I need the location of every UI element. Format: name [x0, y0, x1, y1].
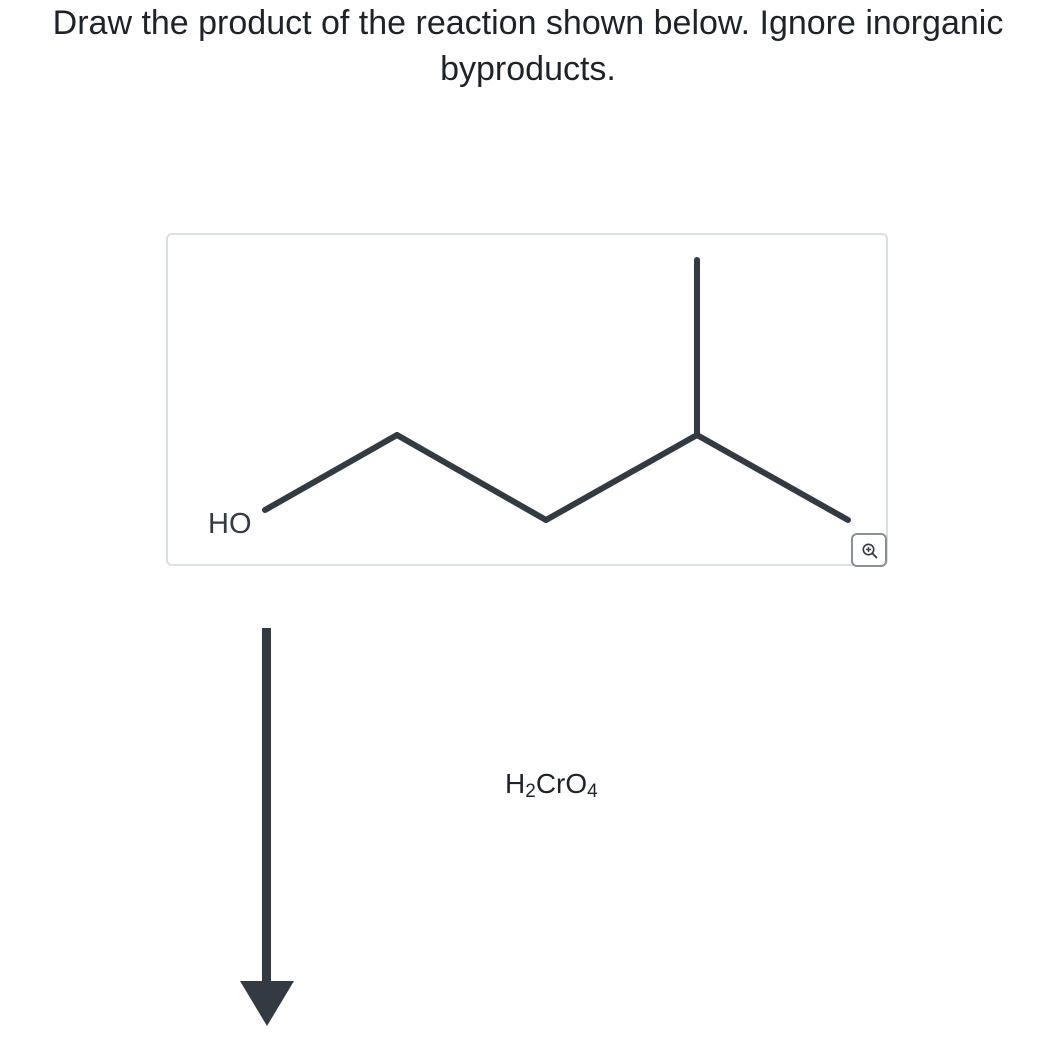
- hydroxyl-label: HO: [208, 508, 252, 540]
- reagent-label: [505, 768, 598, 803]
- arrow-head: [240, 981, 294, 1026]
- reagent-sub-2: 2: [525, 781, 536, 802]
- reagent-sub-4: 4: [587, 781, 598, 802]
- reagent-part-h: H: [505, 768, 526, 799]
- reagent-part-cro: CrO: [535, 768, 588, 799]
- question-line-1: Draw the product of the reaction shown below. Ignore inorganic: [52, 4, 1004, 42]
- arrow-shaft: [262, 628, 271, 984]
- question-line-2: byproducts.: [440, 50, 616, 88]
